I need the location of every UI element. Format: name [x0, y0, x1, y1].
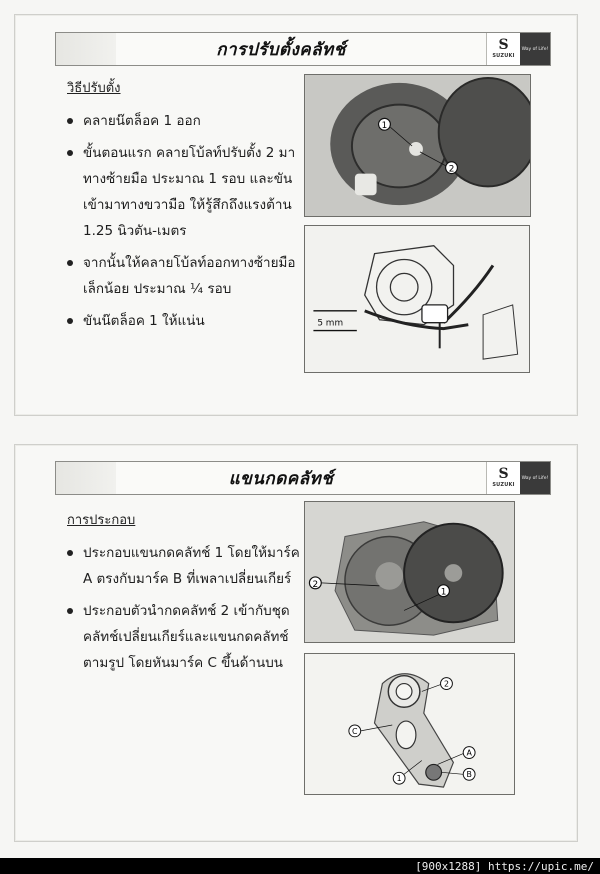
callout-2: 2 — [443, 679, 449, 689]
callout-2: 2 — [448, 164, 455, 175]
instructions — [67, 77, 307, 340]
gap-5mm-label: 5 mm — [317, 318, 344, 329]
lever-freeplay-illustration — [305, 226, 529, 372]
clutch-lever-diagram — [304, 225, 530, 373]
slide-title: แขนกดคลัทช์ — [228, 468, 334, 489]
callout-C: C — [352, 726, 358, 736]
tagline-badge: Way of Life! — [520, 33, 550, 65]
faded-logo-ghost — [56, 462, 116, 494]
callout-1: 1 — [396, 774, 402, 784]
callout-1: 1 — [381, 121, 388, 132]
bullet-item: ขันน๊ตล็อค 1 ให้แน่น — [67, 308, 307, 334]
clutch-cover-photo — [304, 74, 531, 217]
suzuki-s-icon: S — [498, 466, 509, 482]
slide-clutch-adjustment — [14, 14, 578, 416]
callout-B: B — [466, 770, 472, 780]
suzuki-logo — [486, 462, 520, 494]
brand-name: SUZUKI — [492, 53, 515, 59]
callout-2: 2 — [312, 579, 319, 590]
subheading: การประกอบ — [67, 513, 136, 528]
bullet-item: ประกอบตัวนำกดคลัทช์ 2 เข้ากับชุดคลัทช์เปลี่ยนเกียร์และแขนกดคลัทช์ตามรูป โดยหันมาร์ค C ขึ้นด้านบน — [67, 598, 307, 676]
slide-title-banner — [55, 32, 551, 66]
tagline-badge: Way of Life! — [520, 462, 550, 494]
bullet-item: คลายน๊ตล็อค 1 ออก — [67, 108, 307, 134]
engine-case-photo — [304, 501, 515, 643]
release-arm-diagram — [304, 653, 515, 795]
slide-title-banner — [55, 461, 551, 495]
instructions — [67, 509, 307, 682]
bullet-item: ประกอบแขนกดคลัทช์ 1 โดยให้มาร์ค A ตรงกับมาร์ค B ที่เพลาเปลี่ยนเกียร์ — [67, 540, 307, 592]
release-arm-illustration — [305, 654, 514, 794]
suzuki-logo — [486, 33, 520, 65]
slide-clutch-release-arm — [14, 444, 578, 842]
callout-A: A — [466, 748, 472, 758]
slide-title: การปรับตั้งคลัทช์ — [216, 39, 346, 60]
callout-1: 1 — [440, 587, 447, 598]
bullet-item: ขั้นตอนแรก คลายโบ้ลท์ปรับตั้ง 2 มาทางซ้ายมือ ประมาณ 1 รอบ และขันเข้ามาทางขวามือ ให้รู้สึกถึงแรงต้าน 1.25 นิวตัน-เมตร — [67, 140, 307, 244]
faded-logo-ghost — [56, 33, 116, 65]
brand-name: SUZUKI — [492, 482, 515, 488]
suzuki-s-icon: S — [498, 37, 509, 53]
bullet-item: จากนั้นให้คลายโบ้ลท์ออกทางซ้ายมือเล็กน้อย ประมาณ ¼ รอบ — [67, 250, 307, 302]
subheading: วิธีปรับตั้ง — [67, 81, 121, 96]
image-host-watermark: [900x1288] https://upic.me/ — [0, 858, 600, 874]
clutch-cover-illustration — [305, 75, 530, 216]
engine-case-illustration — [305, 502, 514, 642]
